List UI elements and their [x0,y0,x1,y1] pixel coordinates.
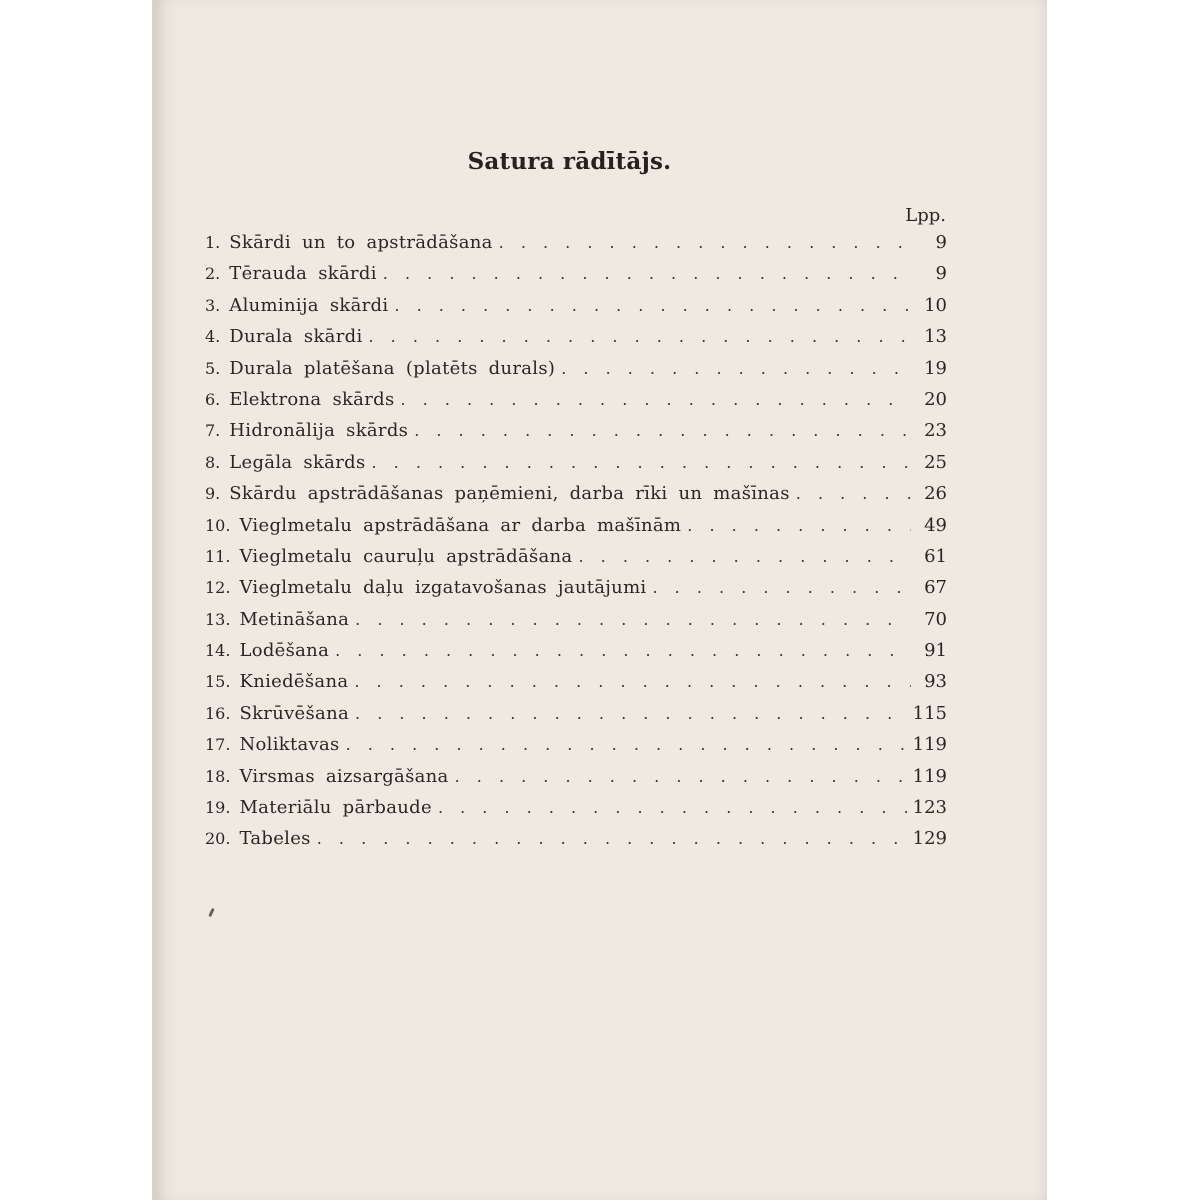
entry-page: 13 [924,326,947,348]
entry-title: Tabeles [239,828,311,850]
entry-page: 115 [912,702,947,724]
toc-entry [205,452,947,483]
entry-title: Legāla skārds [229,451,366,473]
entry-title: Hidronālija skārds [229,420,409,442]
entry-title: Skārdu apstrādāšanas paņēmieni, darba rīki un mašīnas [229,483,790,505]
dot-leader [499,233,911,252]
entry-page: 9 [935,232,947,253]
toc-entry [205,263,947,294]
toc-entry [205,358,947,389]
entry-title: Virsmas aizsargāšana [239,765,449,787]
entry-number: 2. [205,264,221,284]
entry-page: 123 [912,797,947,819]
entry-page: 10 [924,294,947,316]
dot-leader [653,578,912,597]
dot-leader [383,264,911,283]
entry-number: 12. [205,578,231,598]
entry-number: 6. [205,389,221,409]
entry-page: 119 [912,765,947,787]
entry-title: Noliktavas [239,734,340,756]
toc-entry [205,828,947,859]
dot-leader [317,829,907,848]
dot-leader [687,516,911,535]
entry-number: 8. [205,452,221,472]
entry-page: 49 [924,514,947,536]
dot-leader [346,735,907,754]
toc-entry [205,420,947,451]
entry-number: 17. [205,735,231,755]
toc-entry [205,734,947,765]
entry-page: 129 [912,828,947,850]
entry-page: 119 [912,734,947,756]
toc-entry [205,703,947,734]
entry-title: Vieglmetalu cauruļu apstrādāšana [239,545,573,567]
entry-number: 13. [205,609,231,629]
entry-number: 9. [205,484,221,504]
dot-leader [455,767,907,786]
dot-leader [335,641,911,660]
dot-leader [369,327,912,346]
dot-leader [561,359,911,378]
entry-title: Skrūvēšana [239,702,350,724]
dot-leader [394,296,911,315]
entry-title: Skārdi un to apstrādāšana [229,232,493,253]
entry-number: 10. [205,515,231,535]
page-column-label: Lpp. [905,205,946,226]
entry-title: Aluminija skārdi [229,294,389,316]
entry-number: 14. [205,641,231,661]
toc-entry [205,671,947,702]
entry-page: 91 [924,640,947,662]
toc-entry [205,295,947,326]
entry-page: 23 [924,420,947,442]
entry-page: 19 [924,357,947,379]
entry-page: 70 [924,608,947,630]
entry-number: 5. [205,358,221,378]
toc-entry [205,515,947,546]
toc-entry [205,797,947,828]
entry-title: Durala skārdi [229,326,363,348]
table-of-contents [205,232,947,860]
toc-entry [205,640,947,671]
entry-title: Vieglmetalu daļu izgatavošanas jautājumi [239,577,647,599]
toc-entry [205,389,947,420]
entry-page: 67 [924,577,947,599]
entry-number: 20. [205,829,231,849]
dot-leader [371,453,911,472]
entry-number: 7. [205,421,221,441]
toc-entry [205,609,947,640]
entry-page: 26 [924,483,947,505]
entry-number: 11. [205,546,231,566]
toc-entry [205,546,947,577]
entry-number: 16. [205,703,231,723]
entry-title: Lodēšana [239,640,330,662]
entry-title: Metināšana [239,608,350,630]
dot-leader [355,610,911,629]
entry-number: 3. [205,295,221,315]
entry-number: 15. [205,672,231,692]
dot-leader [438,798,907,817]
entry-title: Materiālu pārbaude [239,797,432,819]
dot-leader [400,390,911,409]
entry-page: 9 [935,263,947,285]
dot-leader [354,672,911,691]
entry-number: 1. [205,233,221,252]
entry-number: 18. [205,766,231,786]
entry-number: 4. [205,327,221,347]
toc-entry [205,483,947,514]
toc-entry [205,232,947,263]
dot-leader [414,421,911,440]
entry-page: 25 [924,451,947,473]
entry-title: Vieglmetalu apstrādāšana ar darba mašīnām [239,514,682,536]
dot-leader [796,484,911,503]
entry-title: Durala platēšana (platēts durals) [229,357,556,379]
entry-number: 19. [205,798,231,818]
toc-entry [205,766,947,797]
dot-leader [578,547,911,566]
entry-title: Elektrona skārds [229,388,395,410]
page-edge [152,0,156,1200]
toc-entry [205,326,947,357]
entry-page: 93 [924,671,947,693]
entry-page: 61 [924,545,947,567]
entry-title: Kniedēšana [239,671,349,693]
entry-page: 20 [924,388,947,410]
toc-entry [205,577,947,608]
entry-title: Tērauda skārdi [229,263,377,285]
page-title: Satura rādītājs. [467,148,672,175]
dot-leader [355,704,907,723]
